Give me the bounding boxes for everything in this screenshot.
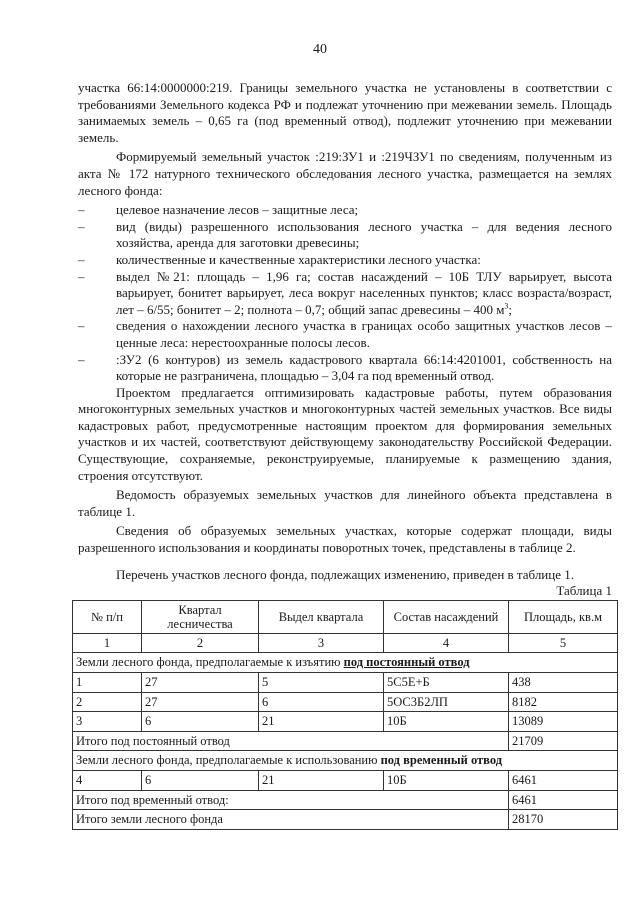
dash-marker: – xyxy=(78,218,85,234)
total-value: 28170 xyxy=(509,810,618,830)
table-row xyxy=(73,712,618,732)
forest-plots-table xyxy=(72,600,618,830)
page-number: 40 xyxy=(313,42,327,57)
list-item xyxy=(78,252,612,269)
section-cell xyxy=(73,751,618,771)
dash-marker: – xyxy=(78,202,85,218)
dash-marker: – xyxy=(78,318,85,334)
paragraph-3: Проектом предлагается оптимизировать кадастровые работы, путем образования многоконтурных земельных участков и многоконтурных частей земельных участков. Все виды кадастровых работ, предусмотренные настоящим проектом для формирования земельных участков и их частей, соответствуют действующему законодательству Российской Федерации. Существующие, сохраняемые, реконструируемые, планируемые к размещению здания, строения отсутствуют. xyxy=(78,384,612,483)
section-row xyxy=(73,653,618,673)
dash-marker: – xyxy=(78,268,85,284)
table-cell: 13089 xyxy=(509,712,618,732)
table-cell: 2 xyxy=(73,692,142,712)
table-header-row xyxy=(73,600,618,633)
table-cell: 3 xyxy=(73,712,142,732)
table-cell: 6 xyxy=(259,692,384,712)
document-body xyxy=(78,80,612,830)
table-cell: 8182 xyxy=(509,692,618,712)
table-cell: 6461 xyxy=(509,770,618,790)
total-label: Итого под временный отвод: xyxy=(73,790,509,810)
table-cell: 27 xyxy=(142,673,259,693)
total-row xyxy=(73,790,618,810)
header-cell: Состав насаждений xyxy=(384,600,509,633)
table-row xyxy=(73,770,618,790)
list-item-text: сведения о нахождении лесного участка в границах особо защитных участков лесов – ценные леса: нерестоохранные полосы лесов. xyxy=(116,318,612,350)
table-cell: 1 xyxy=(73,673,142,693)
header-cell: Выдел квартала xyxy=(259,600,384,633)
table-cell: 6 xyxy=(142,712,259,732)
header-cell: № п/п xyxy=(73,600,142,633)
list-item xyxy=(78,352,612,385)
table-cell: 6 xyxy=(142,770,259,790)
list-item-text: целевое назначение лесов – защитные леса; xyxy=(116,202,359,218)
table-label: Таблица 1 xyxy=(556,583,612,599)
table-cell: 10Б xyxy=(384,712,509,732)
list-item xyxy=(78,202,612,219)
header-cell: Квартал лесничества xyxy=(142,600,259,633)
section-row xyxy=(73,751,618,771)
table-row xyxy=(73,692,618,712)
section-cell xyxy=(73,653,618,673)
table-cell: 5С5Е+Б xyxy=(384,673,509,693)
table-cell: 21 xyxy=(259,770,384,790)
header-cell: Площадь, кв.м xyxy=(509,600,618,633)
column-number: 2 xyxy=(142,633,259,653)
list-item xyxy=(78,269,612,319)
table-row xyxy=(73,673,618,693)
section-emphasis: под постоянный отвод xyxy=(343,655,470,670)
table-cell: 5 xyxy=(259,673,384,693)
section-prefix: Земли лесного фонда, предполагаемые к изъятию xyxy=(76,655,344,670)
table-cell: 438 xyxy=(509,673,618,693)
total-value: 21709 xyxy=(509,731,618,751)
total-row xyxy=(73,731,618,751)
table-cell: 4 xyxy=(73,770,142,790)
list-item-text: количественные и качественные характеристики лесного участка: xyxy=(116,251,481,267)
paragraph-4: Ведомость образуемых земельных участков для линейного объекта представлена в таблице 1. xyxy=(78,487,612,519)
table-cell: 21 xyxy=(259,712,384,732)
total-row xyxy=(73,810,618,830)
column-number-row xyxy=(73,633,618,653)
list-item xyxy=(78,219,612,252)
superscript: 3 xyxy=(504,301,509,311)
paragraph-5: Сведения об образуемых земельных участках, которые содержат площади, виды разрешенного использования и координаты поворотных точек, представлены в таблице 2. xyxy=(78,523,612,556)
section-emphasis: под временный отвод xyxy=(380,753,503,768)
table-cell: 10Б xyxy=(384,770,509,790)
volume-text: выдел №21: площадь – 1,96 га; состав насаждений – 10Б ТЛУ варьирует, высота варьирует, бонитет варьирует, леса вокруг населенных пунктов; класс возраста/возраст, лет – 6/55; бонитет – 2; полнота – 0,7; общий запас древесины – 400 м xyxy=(116,268,612,317)
column-number: 3 xyxy=(259,633,384,653)
list-item-text: :ЗУ2 (6 контуров) из земель кадастрового квартала 66:14:4201001, собственность на которые не разграничена, площадью – 3,04 га под временный отвод. xyxy=(116,351,612,384)
column-number: 1 xyxy=(73,633,142,653)
dash-marker: – xyxy=(78,351,85,367)
volume-end: ; xyxy=(508,301,513,317)
total-label: Итого земли лесного фонда xyxy=(73,810,509,830)
paragraph-1: участка 66:14:0000000:219. Границы земельного участка не установлены в соответствии с требованиями Земельного кодекса РФ и подлежат уточнению при межевании земель. Площадь занимаемых земель – 0,65 га (под временный отвод), подлежит уточнению при межевании земель. xyxy=(78,80,612,145)
column-number: 5 xyxy=(509,633,618,653)
table-title: Перечень участков лесного фонда, подлежащих изменению, приведен в таблице 1. xyxy=(116,566,574,582)
column-number: 4 xyxy=(384,633,509,653)
paragraph-2: Формируемый земельный участок :219:ЗУ1 и :219ЧЗУ1 по сведениям, полученным из акта № 172 натурного технического обследования лесного участка, размещается на землях лесного фонда: xyxy=(78,149,612,198)
table-cell: 5ОС3Б2ЛП xyxy=(384,692,509,712)
table-cell: 27 xyxy=(142,692,259,712)
list-item-text xyxy=(116,269,612,319)
dash-marker: – xyxy=(78,251,85,267)
list-item-text: вид (виды) разрешенного использования лесного участка – для ведения лесного хозяйства, аренда для заготовки древесины; xyxy=(116,218,612,251)
section-prefix: Земли лесного фонда, предполагаемые к использованию xyxy=(76,753,381,768)
total-label: Итого под постоянный отвод xyxy=(73,731,509,751)
list-item xyxy=(78,318,612,351)
total-value: 6461 xyxy=(509,790,618,810)
